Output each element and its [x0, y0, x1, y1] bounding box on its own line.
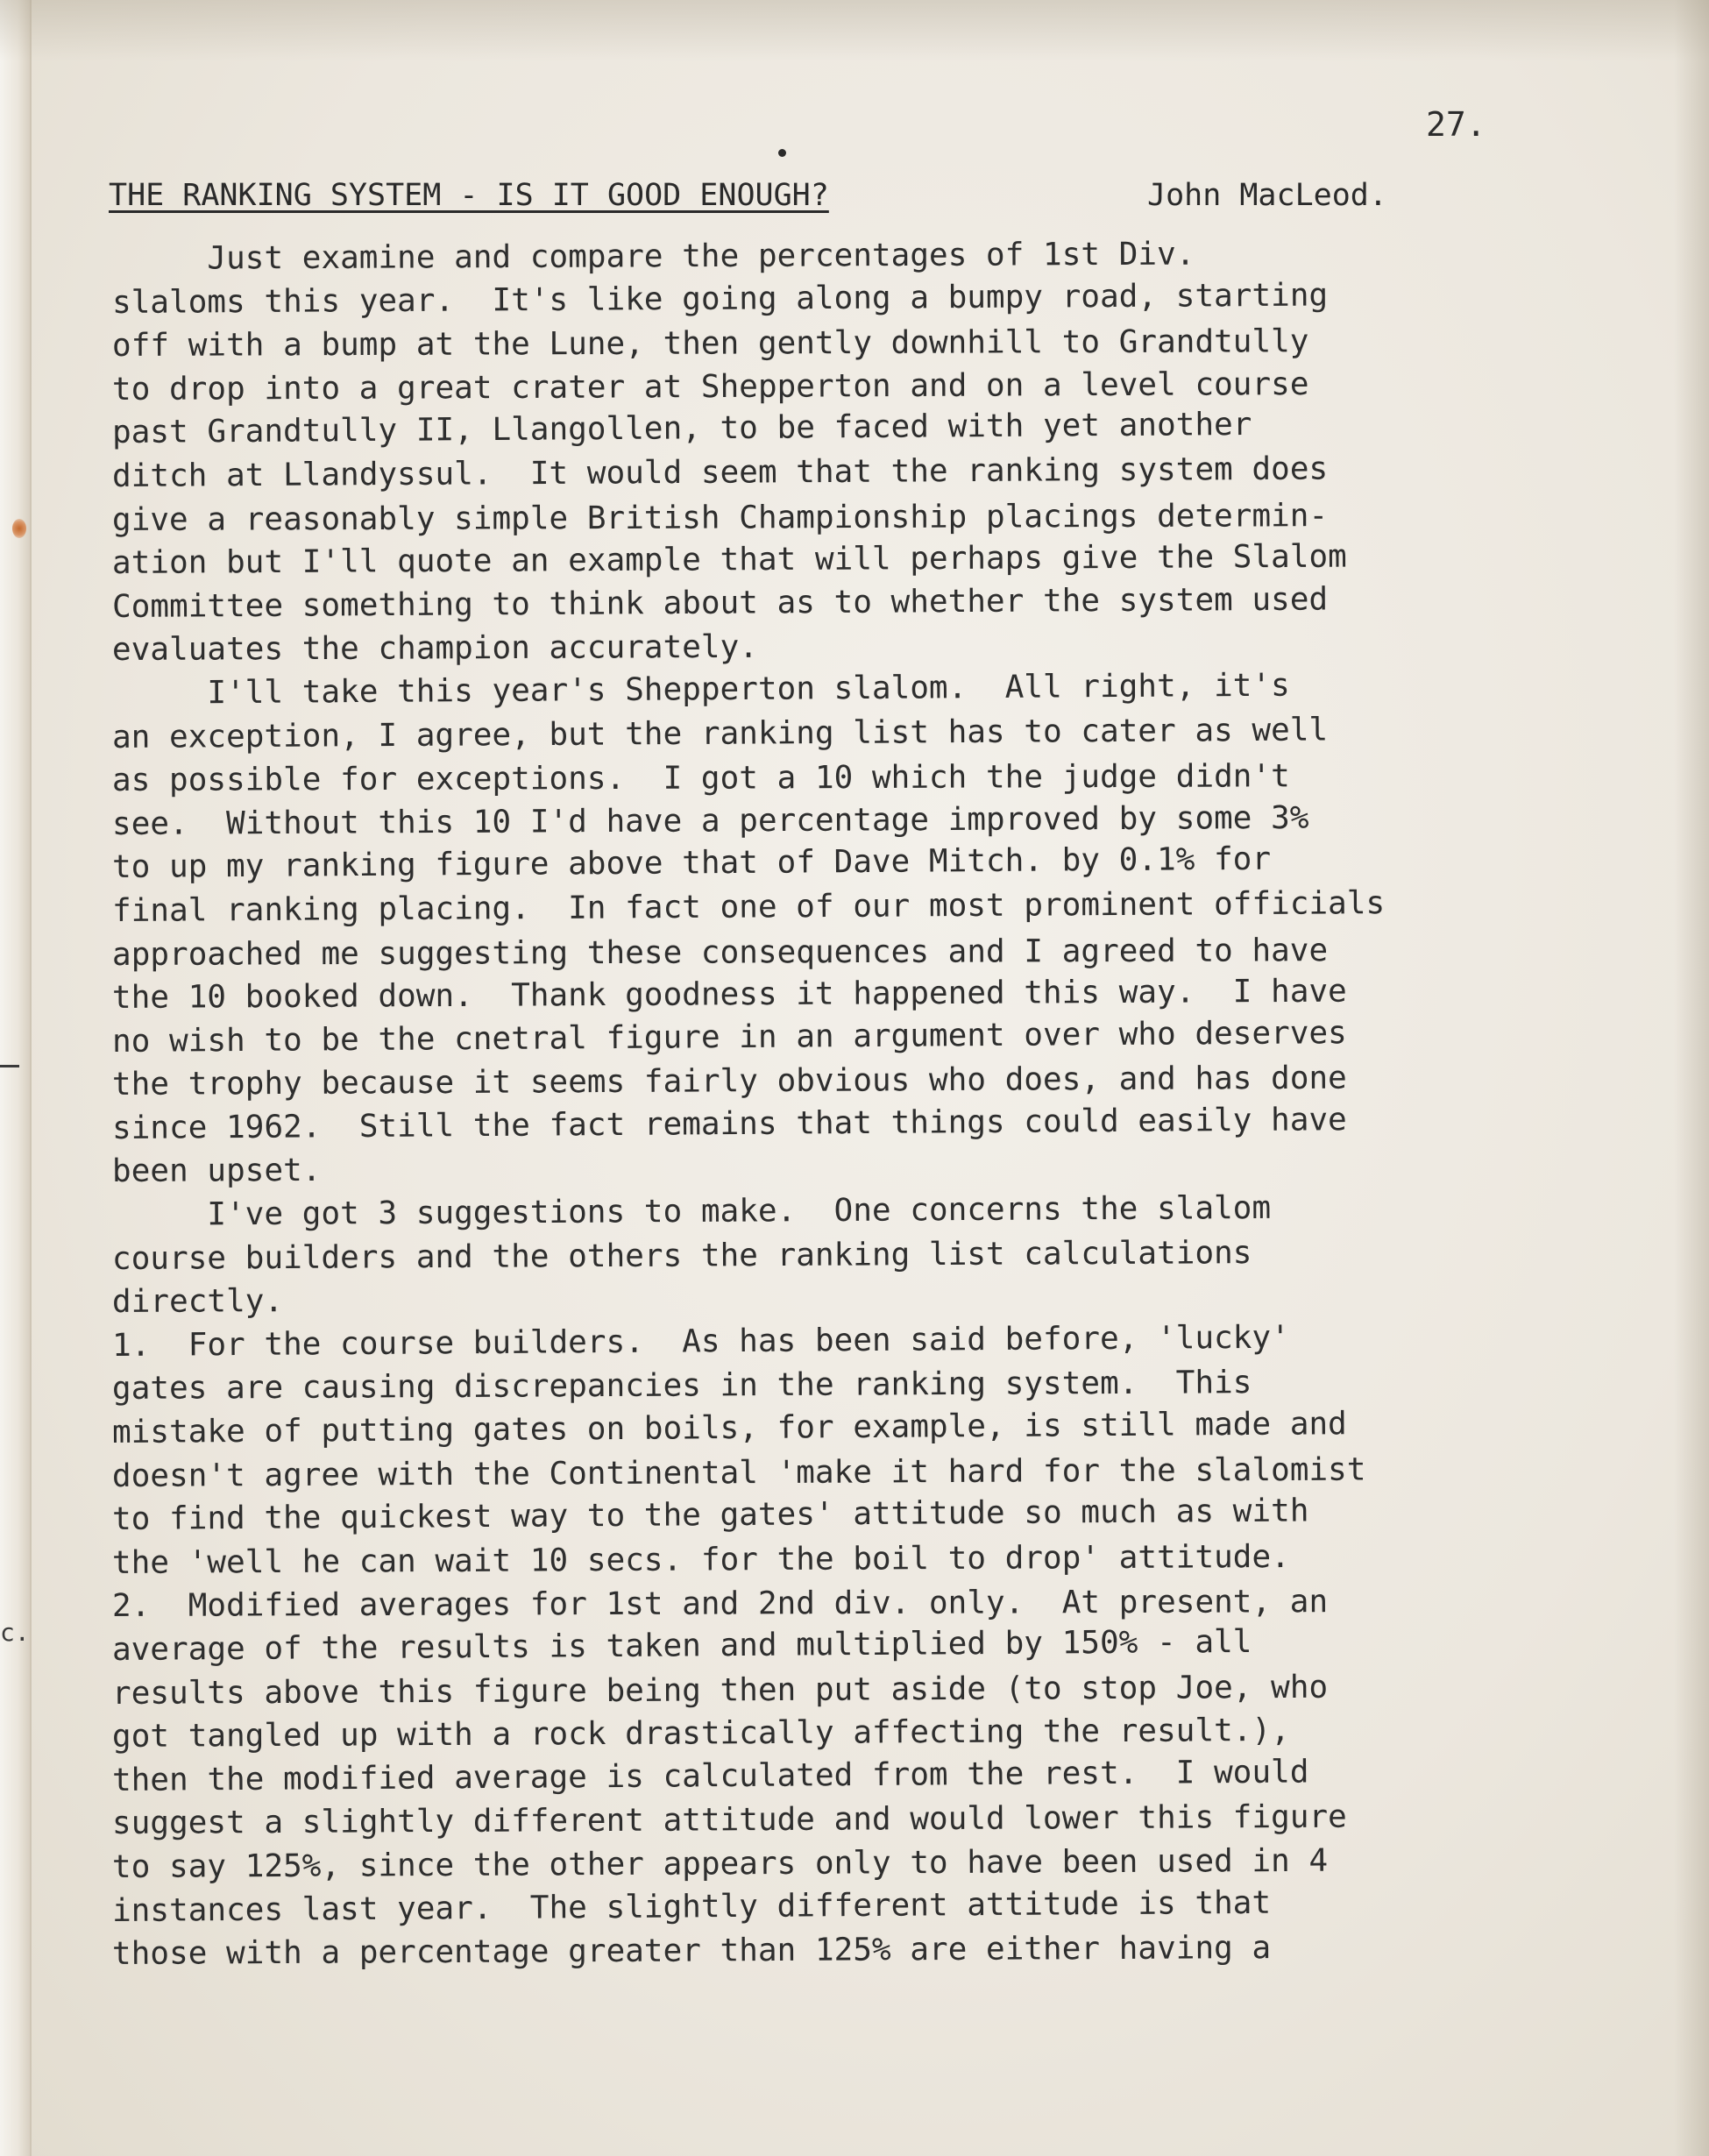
text-line: suggest a slightly different attitude and would lower this figure: [111, 1798, 1347, 1842]
text-line: approached me suggesting these consequences and I agreed to have: [111, 932, 1329, 973]
text-line: the trophy because it seems fairly obvious who does, and has done: [111, 1060, 1347, 1103]
text-line: evaluates the champion accurately.: [111, 629, 759, 669]
text-line: course builders and the others the ranking list calculations: [111, 1234, 1252, 1277]
text-line: as possible for exceptions. I got a 10 which the judge didn't: [111, 758, 1290, 799]
article-body: [112, 238, 1602, 1976]
text-line: past Grandtully II, Llangollen, to be faced with yet another: [111, 407, 1252, 451]
rust-stain: [12, 519, 26, 538]
text-line: no wish to be the cnetral figure in an argument over who deserves: [111, 1014, 1347, 1060]
ink-dot: [778, 149, 786, 157]
binding-edge: [0, 0, 32, 2156]
text-line: off with a bump at the Lune, then gently downhill to Grandtully: [111, 323, 1309, 365]
text-line: got tangled up with a rock drastically affecting the result.),: [111, 1713, 1290, 1755]
margin-tick-mark: [0, 1065, 19, 1067]
text-line: an exception, I agree, but the ranking list has to cater as well: [111, 712, 1329, 755]
text-line: then the modified average is calculated from the rest. I would: [111, 1754, 1309, 1798]
text-line: to up my ranking figure above that of Dave Mitch. by 0.1% for: [111, 841, 1272, 886]
text-line: final ranking placing. In fact one of our most prominent officials: [111, 885, 1386, 929]
text-line: to say 125%, since the other appears only to have been used in 4: [111, 1842, 1329, 1885]
text-line: those with a percentage greater than 125% are either having a: [111, 1930, 1272, 1973]
text-line: to find the quickest way to the gates' attitude so much as with: [111, 1493, 1309, 1538]
text-line: average of the results is taken and multiplied by 150% - all: [111, 1623, 1252, 1668]
text-line: slaloms this year. It's like going along a bumpy road, starting: [111, 277, 1329, 321]
text-line: mistake of putting gates on boils, for example, is still made and: [111, 1406, 1347, 1451]
page-number: 27.: [1426, 105, 1486, 144]
text-line: Committee something to think about as to whether the system used: [111, 581, 1329, 625]
text-line: I've got 3 suggestions to make. One concerns the slalom: [111, 1189, 1272, 1234]
article-author: John MacLeod.: [1147, 178, 1387, 213]
text-line: the 'well he can wait 10 secs. for the boil to drop' attitude.: [111, 1538, 1290, 1581]
top-shadow: [0, 0, 1709, 61]
article-heading: [109, 178, 1511, 222]
text-line: to drop into a great crater at Shepperton and on a level course: [111, 365, 1309, 408]
text-line: directly.: [111, 1283, 284, 1321]
text-line: been upset.: [111, 1152, 322, 1190]
text-line: doesn't agree with the Continental 'make it hard for the slalomist: [111, 1451, 1366, 1494]
text-line: I'll take this year's Shepperton slalom. All right, it's: [111, 667, 1290, 712]
text-line: instances last year. The slightly different attitude is that: [111, 1884, 1272, 1929]
text-line: see. Without this 10 I'd have a percentage improved by some 3%: [111, 799, 1309, 842]
text-line: 2. Modified averages for 1st and 2nd div. only. At present, an: [111, 1584, 1329, 1625]
right-edge-shadow: [1674, 0, 1709, 2156]
text-line: Just examine and compare the percentages of 1st Div.: [111, 236, 1195, 277]
article-title: THE RANKING SYSTEM - IS IT GOOD ENOUGH?: [109, 178, 829, 213]
text-line: since 1962. Still the fact remains that things could easily have: [111, 1102, 1347, 1146]
text-line: the 10 booked down. Thank goodness it happened this way. I have: [111, 973, 1347, 1017]
text-line: ation but I'll quote an example that will perhaps give the Slalom: [111, 538, 1347, 582]
margin-fragment: c.: [0, 1618, 30, 1647]
text-line: results above this figure being then put aside (to stop Joe, who: [111, 1669, 1329, 1712]
text-line: gates are causing discrepancies in the ranking system. This: [111, 1365, 1252, 1408]
text-line: give a reasonably simple British Championship placings determin-: [111, 497, 1329, 538]
text-line: ditch at Llandyssul. It would seem that the ranking system does: [111, 450, 1329, 494]
text-line: 1. For the course builders. As has been said before, 'lucky': [111, 1319, 1290, 1364]
